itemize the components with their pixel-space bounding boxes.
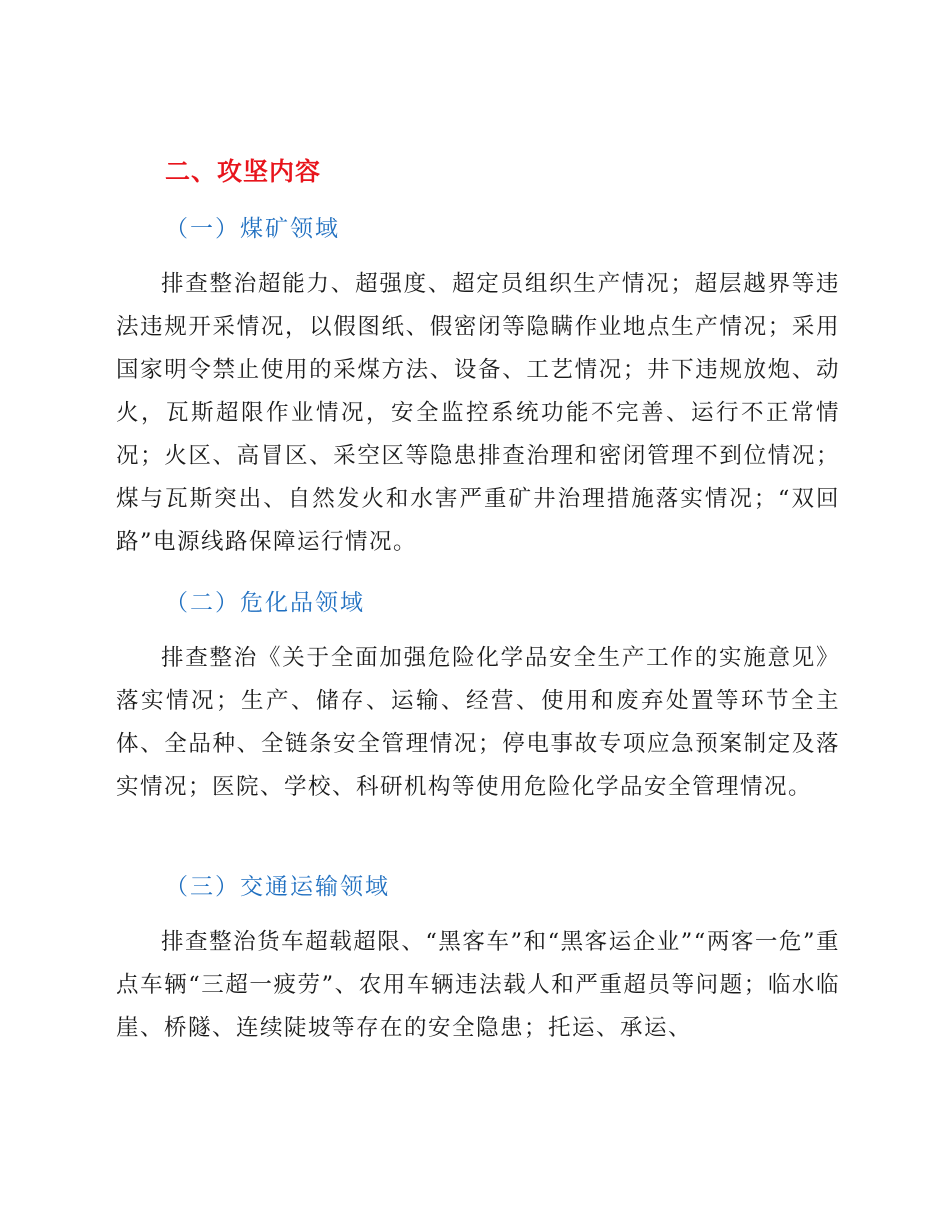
paragraph-hazardous-chemicals: 排查整治《关于全面加强危险化学品安全生产工作的实施意见》落实情况；生产、储存、运输、经营、使用和废弃处置等环节全主体、全品种、全链条安全管理情况；停电事故专项应急预案制定及落实情况；医院、学校、科研机构等使用危险化学品安全管理情况。 — [116, 645, 840, 800]
paragraph-coal-mine: 排查整治超能力、超强度、超定员组织生产情况；超层越界等违法违规开采情况，以假图纸、假密闭等隐瞒作业地点生产情况；采用国家明令禁止使用的采煤方法、设备、工艺情况；井下违规放炮、动火，瓦斯超限作业情况，安全监控系统功能不完善、运行不正常情况；火区、高冒区、采空区等隐患排查治理和密闭管理不到位情况；煤与瓦斯突出、自然发火和水害严重矿井治理措施落实情况；“双回路”电源线路保障运行情况。 — [116, 271, 840, 555]
subheading-hazardous-chemicals: （二）危化品领域 — [165, 590, 365, 616]
paragraph-transportation: 排查整治货车超载超限、“黑客车”和“黑客运企业”“两客一危”重点车辆“三超一疲劳”、农用车辆违法载人和严重超员等问题；临水临崖、桥隧、连续陡坡等存在的安全隐患；托运、承运、 — [116, 929, 840, 1041]
section-heading: 二、攻坚内容 — [165, 157, 322, 186]
subheading-coal-mine: （一）煤矿领域 — [165, 216, 340, 242]
subheading-transportation: （三）交通运输领域 — [165, 874, 390, 900]
